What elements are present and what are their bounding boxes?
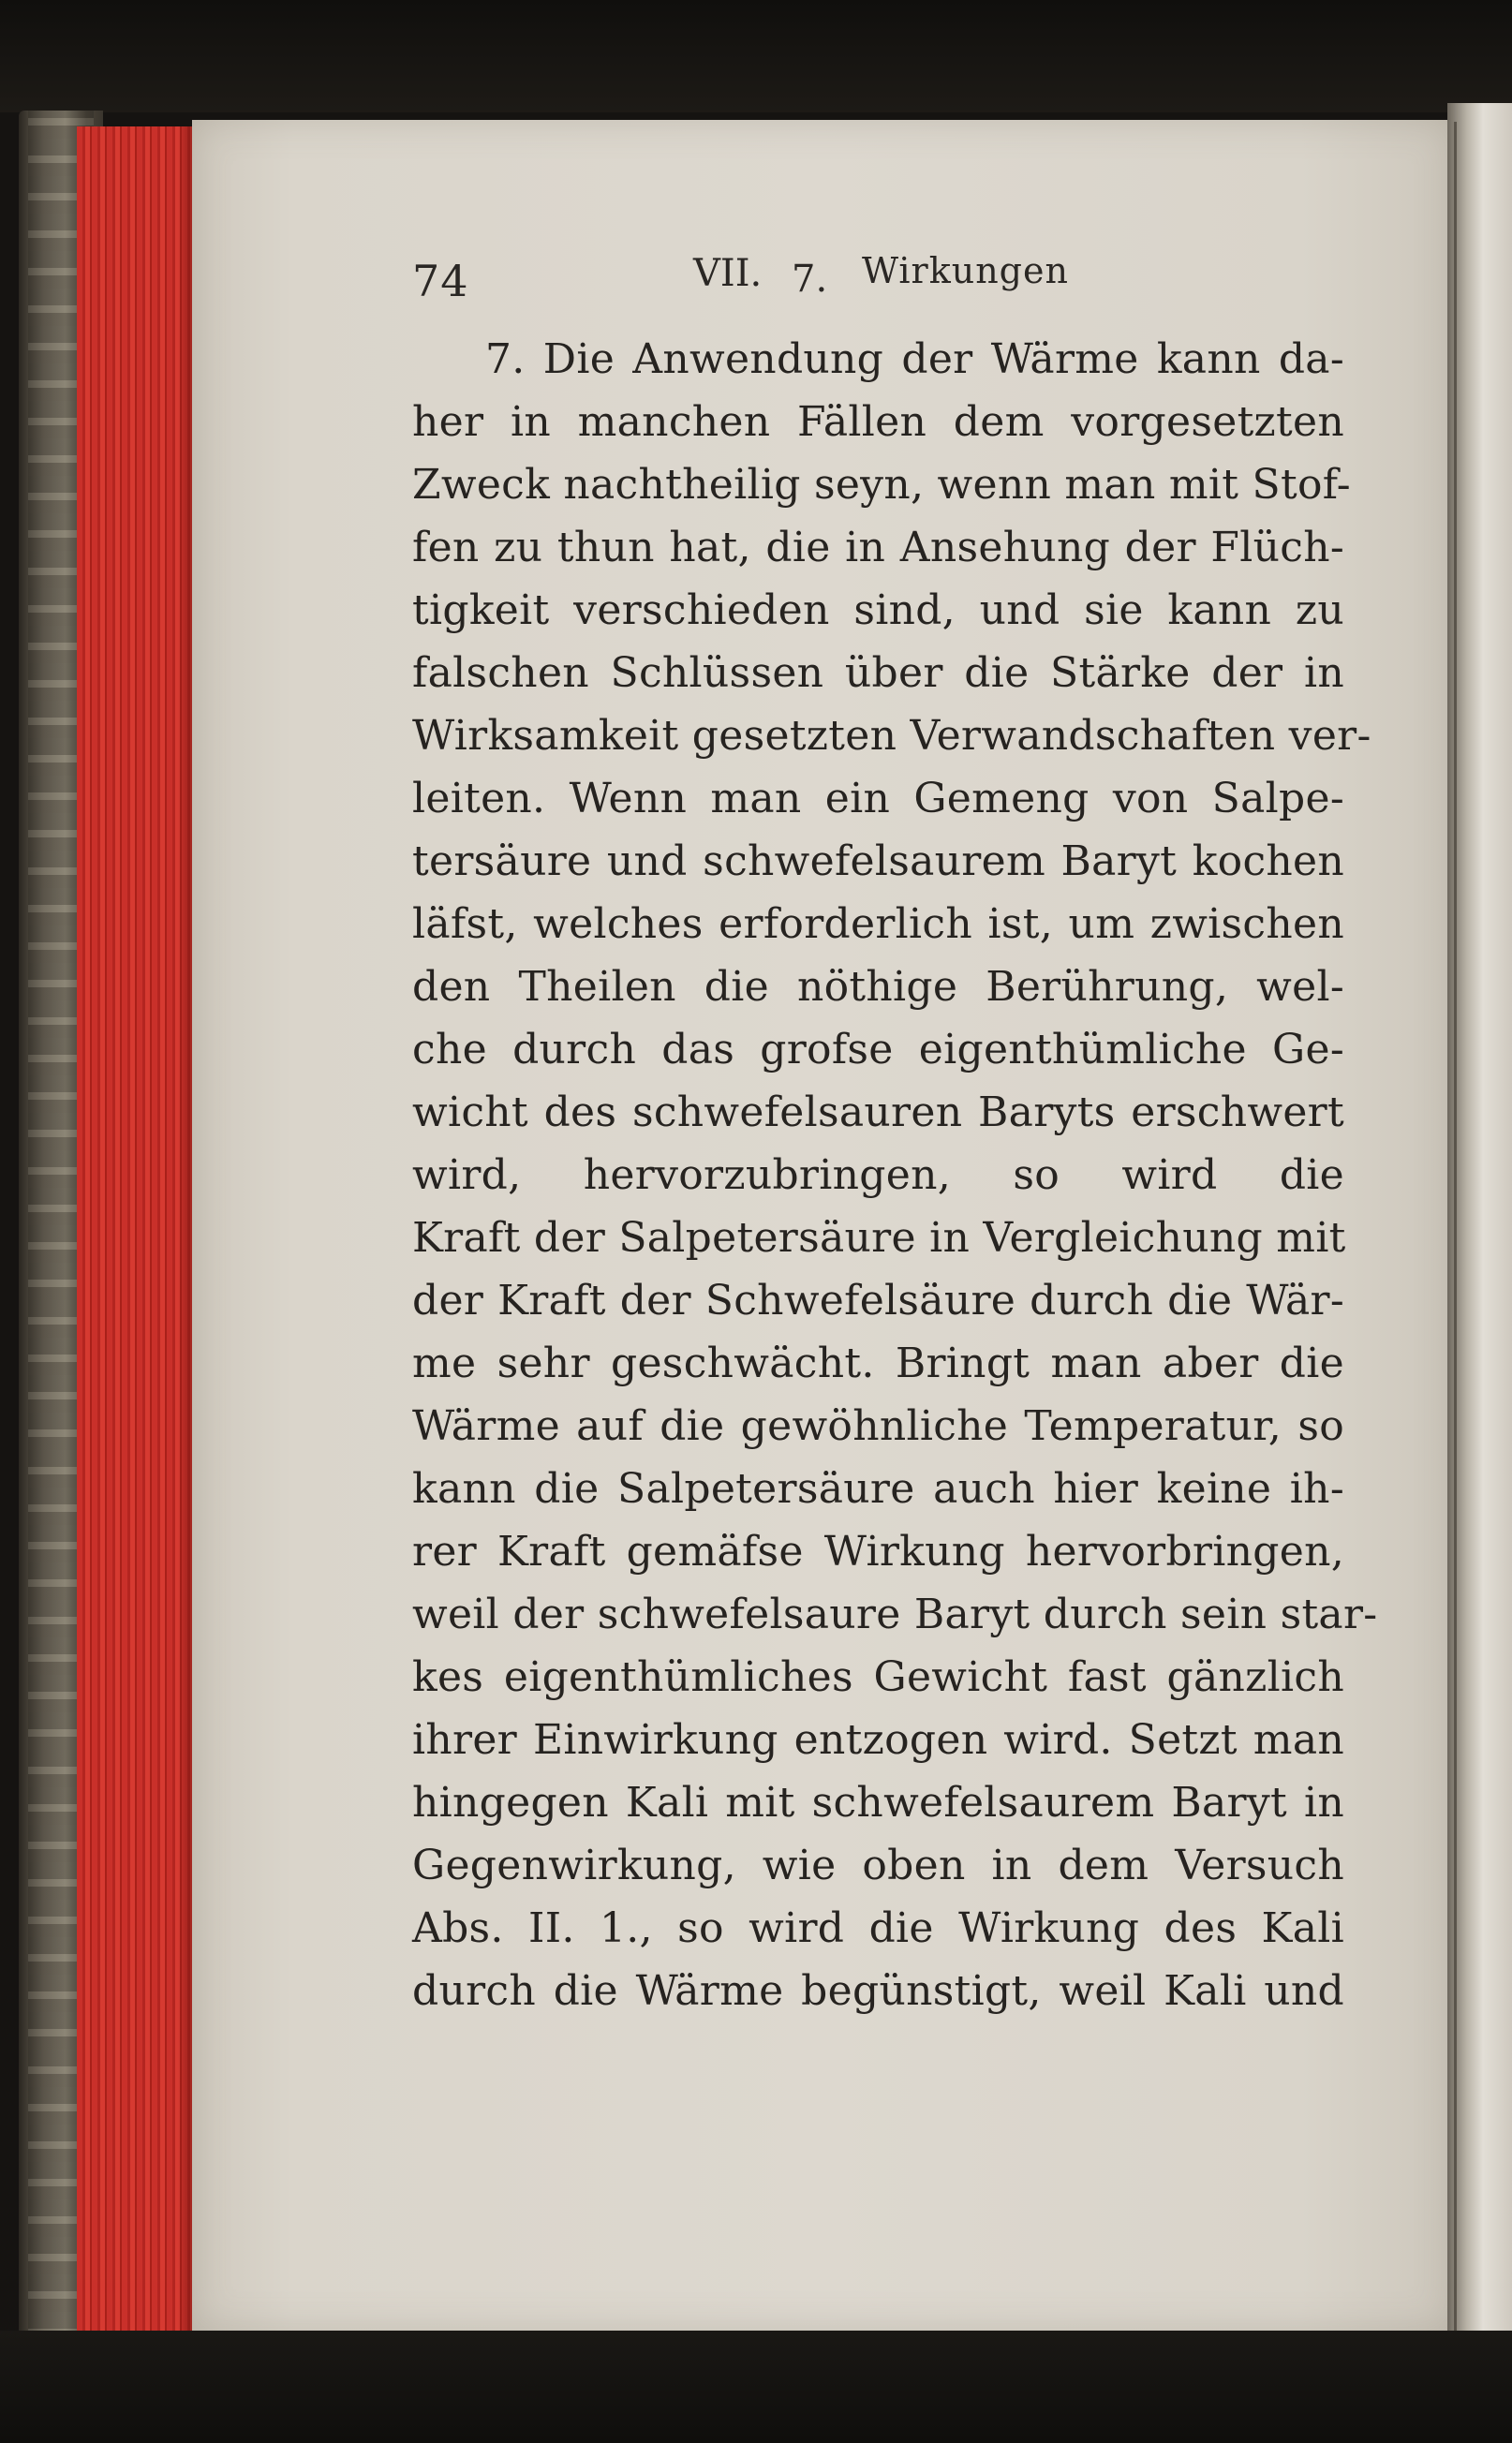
text-line: falschen Schlüssen über die Stärke der in	[412, 649, 1344, 697]
body-text	[412, 328, 1378, 2022]
text-line: der Kraft der Schwefelsäure durch die Wär-	[412, 1277, 1344, 1325]
text-line: wird, hervorzubringen, so wird die	[412, 1151, 1344, 1199]
background-top	[0, 0, 1512, 112]
chapter-number: VII.	[693, 252, 763, 295]
text-line: Gegenwirkung, wie oben in dem Versuch	[412, 1842, 1344, 1889]
text-line: den Theilen die nöthige Berührung, wel-	[412, 963, 1344, 1011]
text-line: tigkeit verschieden sind, und sie kann zu	[412, 586, 1344, 634]
text-line: me sehr geschwächt. Bringt man aber die	[412, 1340, 1344, 1387]
text-line: Zweck nachtheilig seyn, wenn man mit Stof-	[412, 461, 1351, 509]
text-line: läfst, welches erforderlich ist, um zwischen	[412, 900, 1344, 948]
text-line: Wärme auf die gewöhnliche Temperatur, so	[412, 1402, 1344, 1450]
page-number: 74	[412, 256, 469, 306]
running-title: Wirkungen	[862, 250, 1069, 291]
text-line: kann die Salpetersäure auch hier keine ih-	[412, 1465, 1344, 1513]
text-line: durch die Wärme begünstigt, weil Kali und	[412, 1967, 1344, 2015]
text-line: che durch das grofse eigenthümliche Ge-	[412, 1026, 1344, 1073]
running-head	[412, 248, 1330, 304]
text-line: 7. Die Anwendung der Wärme kann da-	[485, 335, 1344, 383]
text-line: fen zu thun hat, die in Ansehung der Flüch-	[412, 524, 1344, 571]
text-line: ihrer Einwirkung entzogen wird. Setzt man	[412, 1716, 1344, 1764]
section-number: 7.	[792, 258, 828, 301]
text-line: Kraft der Salpetersäure in Vergleichung mit	[412, 1214, 1346, 1262]
text-line: kes eigenthümliches Gewicht fast gänzlich	[412, 1653, 1344, 1701]
text-line: tersäure und schwefelsaurem Baryt kochen	[412, 837, 1344, 885]
facing-page-gutter	[1447, 103, 1512, 2351]
gutter-line	[1454, 122, 1457, 2332]
text-line: weil der schwefelsaure Baryt durch sein star-	[412, 1591, 1378, 1638]
text-line: leiten. Wenn man ein Gemeng von Salpe-	[412, 775, 1344, 822]
text-line: Abs. II. 1., so wird die Wirkung des Kali	[412, 1904, 1344, 1952]
text-line: wicht des schwefelsauren Baryts erschwert	[412, 1088, 1344, 1136]
text-line: rer Kraft gemäfse Wirkung hervorbringen,	[412, 1528, 1344, 1576]
text-line: her in manchen Fällen dem vorgesetzten	[412, 398, 1344, 446]
background-bottom	[0, 2331, 1512, 2443]
text-line: Wirksamkeit gesetzten Verwandschaften ver-	[412, 712, 1371, 760]
text-line: hingegen Kali mit schwefelsaurem Baryt in	[412, 1779, 1344, 1827]
